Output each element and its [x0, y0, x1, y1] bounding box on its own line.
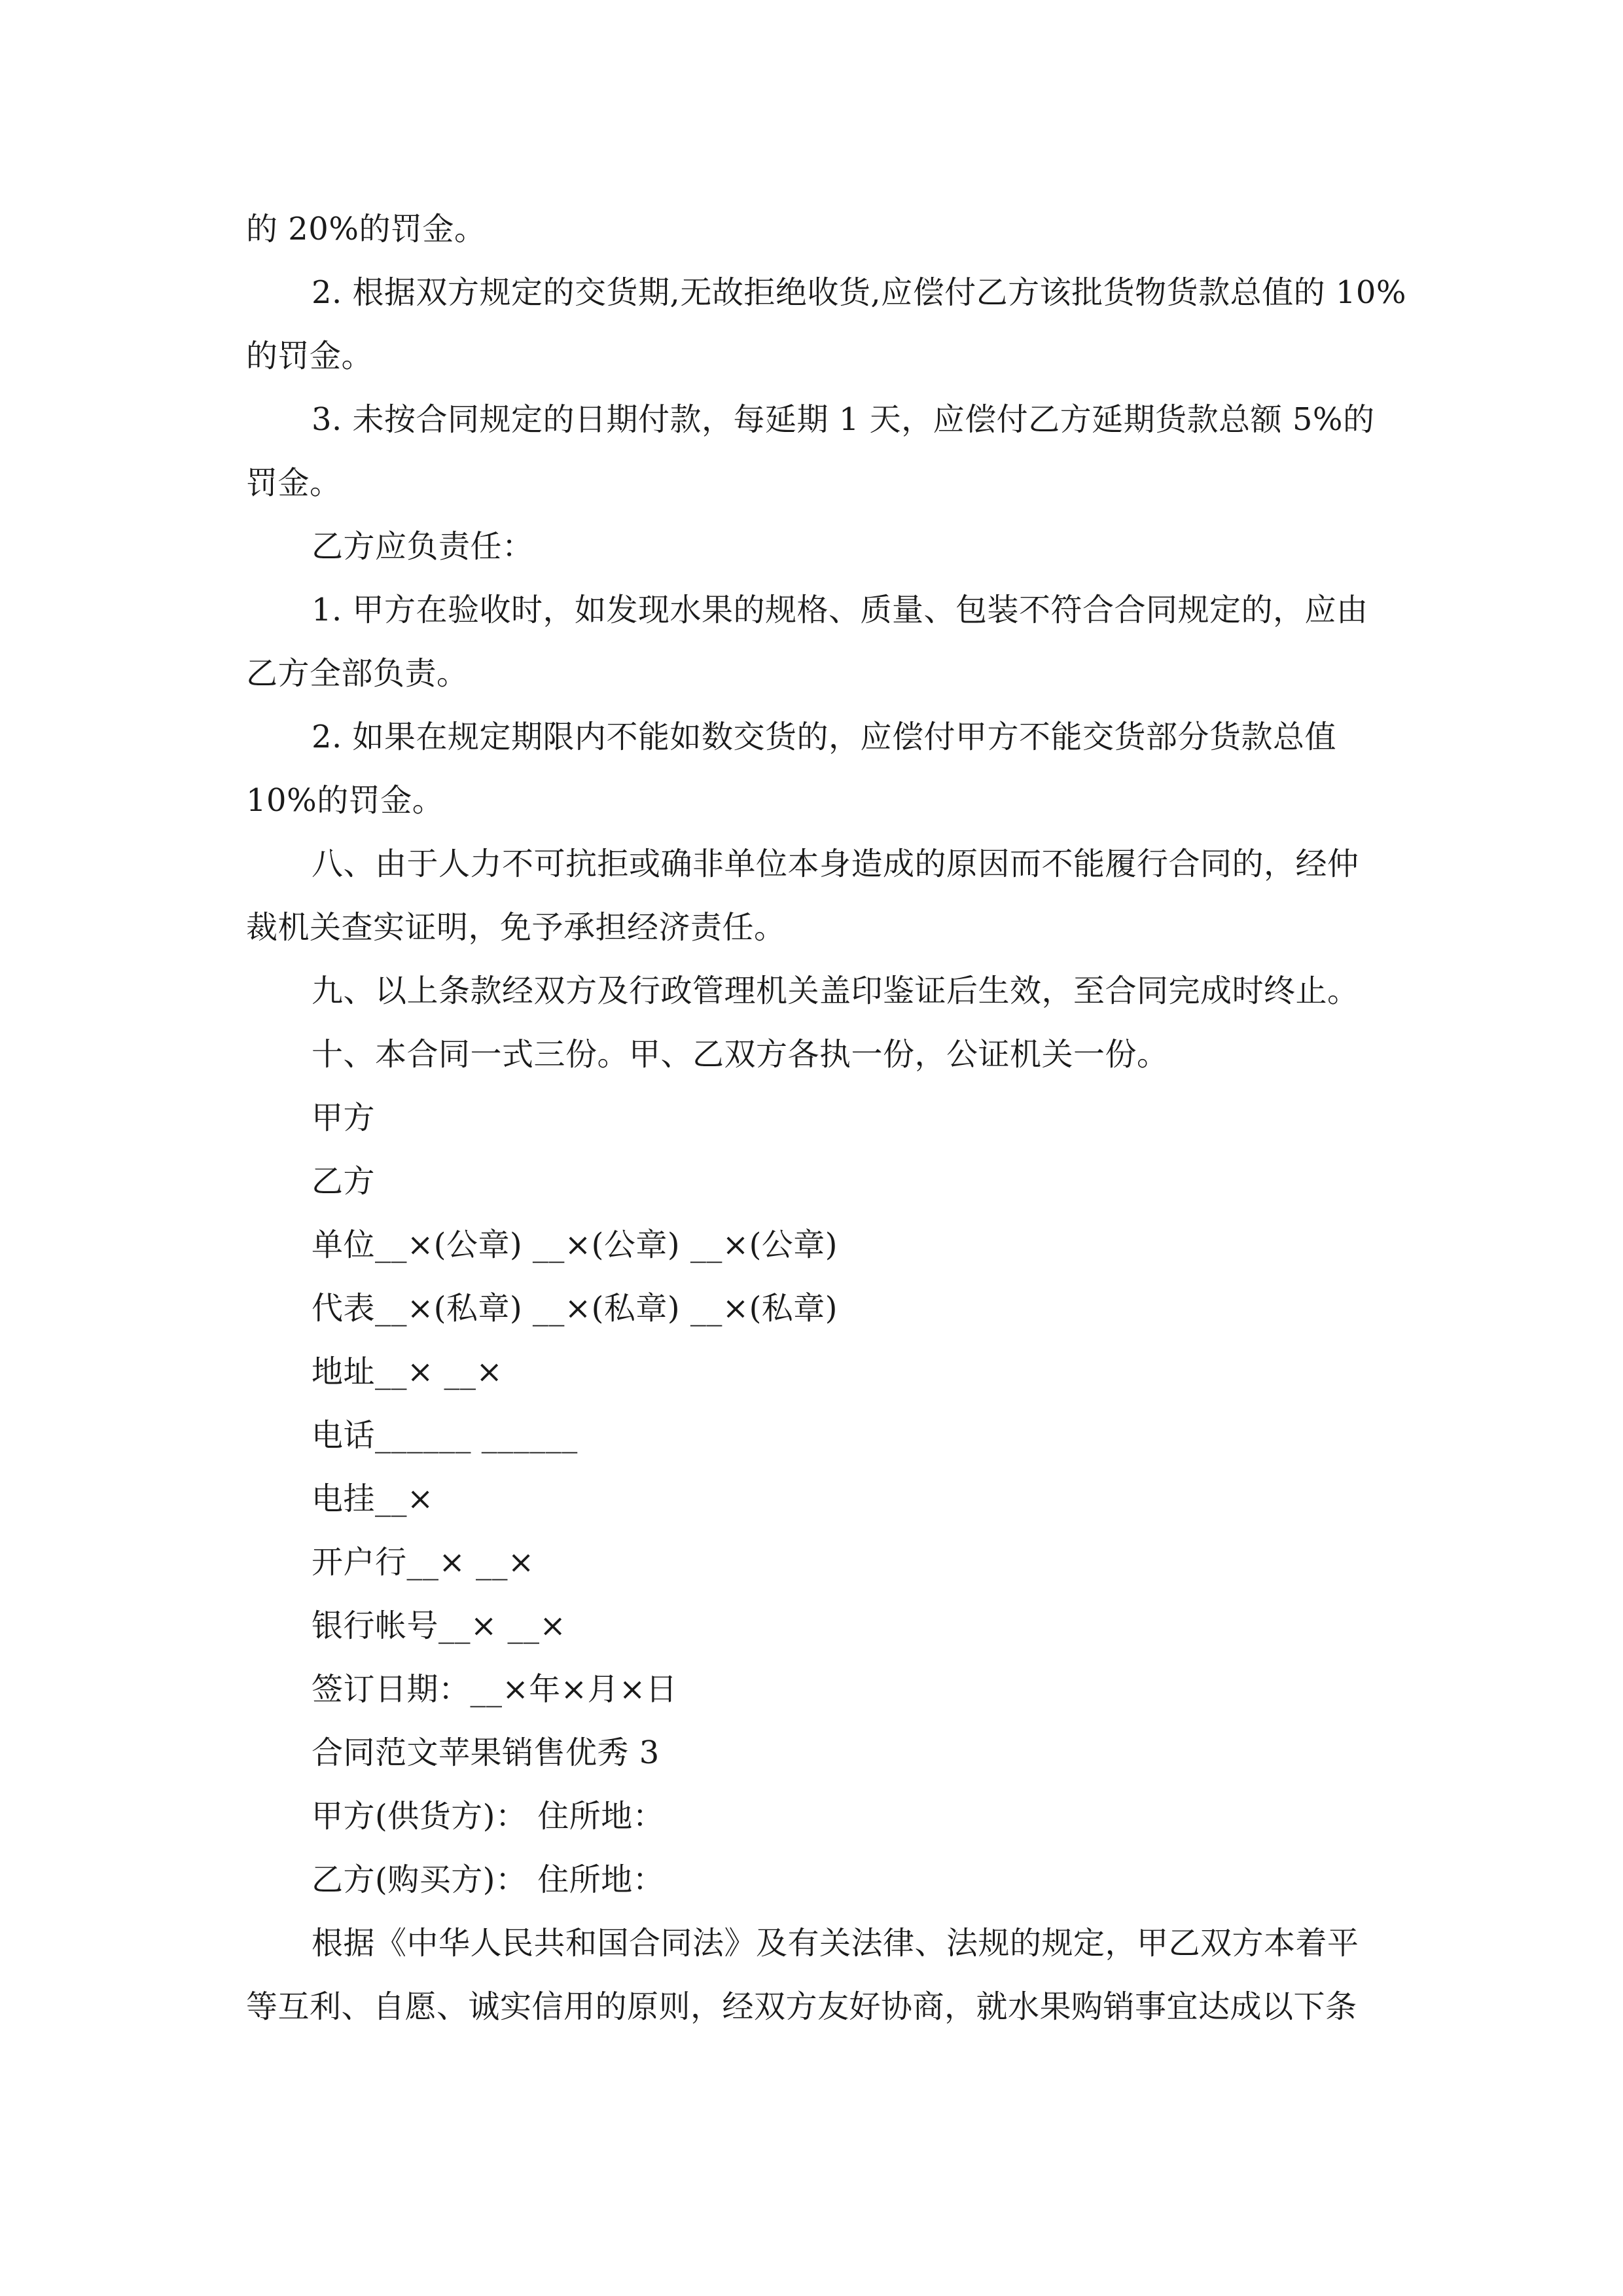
text-line: 根据《中华人民共和国合同法》及有关法律、法规的规定，甲乙双方本着平: [312, 1925, 1359, 1962]
signature-bank-row: 开户行__× __×: [312, 1544, 535, 1581]
text-line: 裁机关查实证明，免予承担经济责任。: [246, 909, 786, 946]
text-line: 10%的罚金。: [246, 782, 444, 819]
party-a-label: 甲方: [312, 1100, 376, 1136]
text-line: 的 20%的罚金。: [246, 211, 486, 247]
party-b-label: 乙方: [312, 1163, 376, 1200]
signature-phone-row: 电话______ ______: [312, 1417, 578, 1454]
signature-telegraph-row: 电挂__×: [312, 1480, 434, 1517]
text-line: 2. 根据双方规定的交货期,无故拒绝收货,应偿付乙方该批货物货款总值的 10%: [312, 274, 1407, 311]
signature-address-row: 地址__× __×: [312, 1354, 503, 1390]
document-body: [246, 198, 1407, 2039]
signature-representative-row: 代表__×(私章) __×(私章) __×(私章): [312, 1290, 838, 1327]
section-heading: 乙方应负责任：: [312, 528, 534, 565]
text-line: 的罚金。: [246, 338, 374, 374]
party-a-supplier: 甲方(供货方)： 住所地：: [312, 1798, 665, 1835]
signature-account-row: 银行帐号__× __×: [312, 1607, 567, 1644]
text-line: 2. 如果在规定期限内不能如数交货的，应偿付甲方不能交货部分货款总值: [312, 719, 1337, 755]
text-line: 九、以上条款经双方及行政管理机关盖印鉴证后生效，至合同完成时终止。: [312, 973, 1359, 1009]
text-line: 乙方全部负责。: [246, 655, 469, 692]
signing-date-row: 签订日期：__×年×月×日: [312, 1671, 678, 1708]
text-line: 罚金。: [246, 465, 342, 501]
text-line: 3. 未按合同规定的日期付款，每延期 1 天，应偿付乙方延期货款总额 5%的: [312, 401, 1375, 438]
contract-title: 合同范文苹果销售优秀 3: [312, 1734, 660, 1771]
party-b-buyer: 乙方(购买方)： 住所地：: [312, 1861, 665, 1898]
text-line: 十、本合同一式三份。甲、乙双方各执一份，公证机关一份。: [312, 1036, 1169, 1073]
text-line: 八、由于人力不可抗拒或确非单位本身造成的原因而不能履行合同的，经仲: [312, 846, 1359, 882]
text-line: 等互利、自愿、诚实信用的原则，经双方友好协商，就水果购销事宜达成以下条: [246, 1988, 1357, 2025]
text-line: 1. 甲方在验收时，如发现水果的规格、质量、包装不符合合同规定的，应由: [312, 592, 1368, 628]
signature-unit-row: 单位__×(公章) __×(公章) __×(公章): [312, 1227, 838, 1263]
